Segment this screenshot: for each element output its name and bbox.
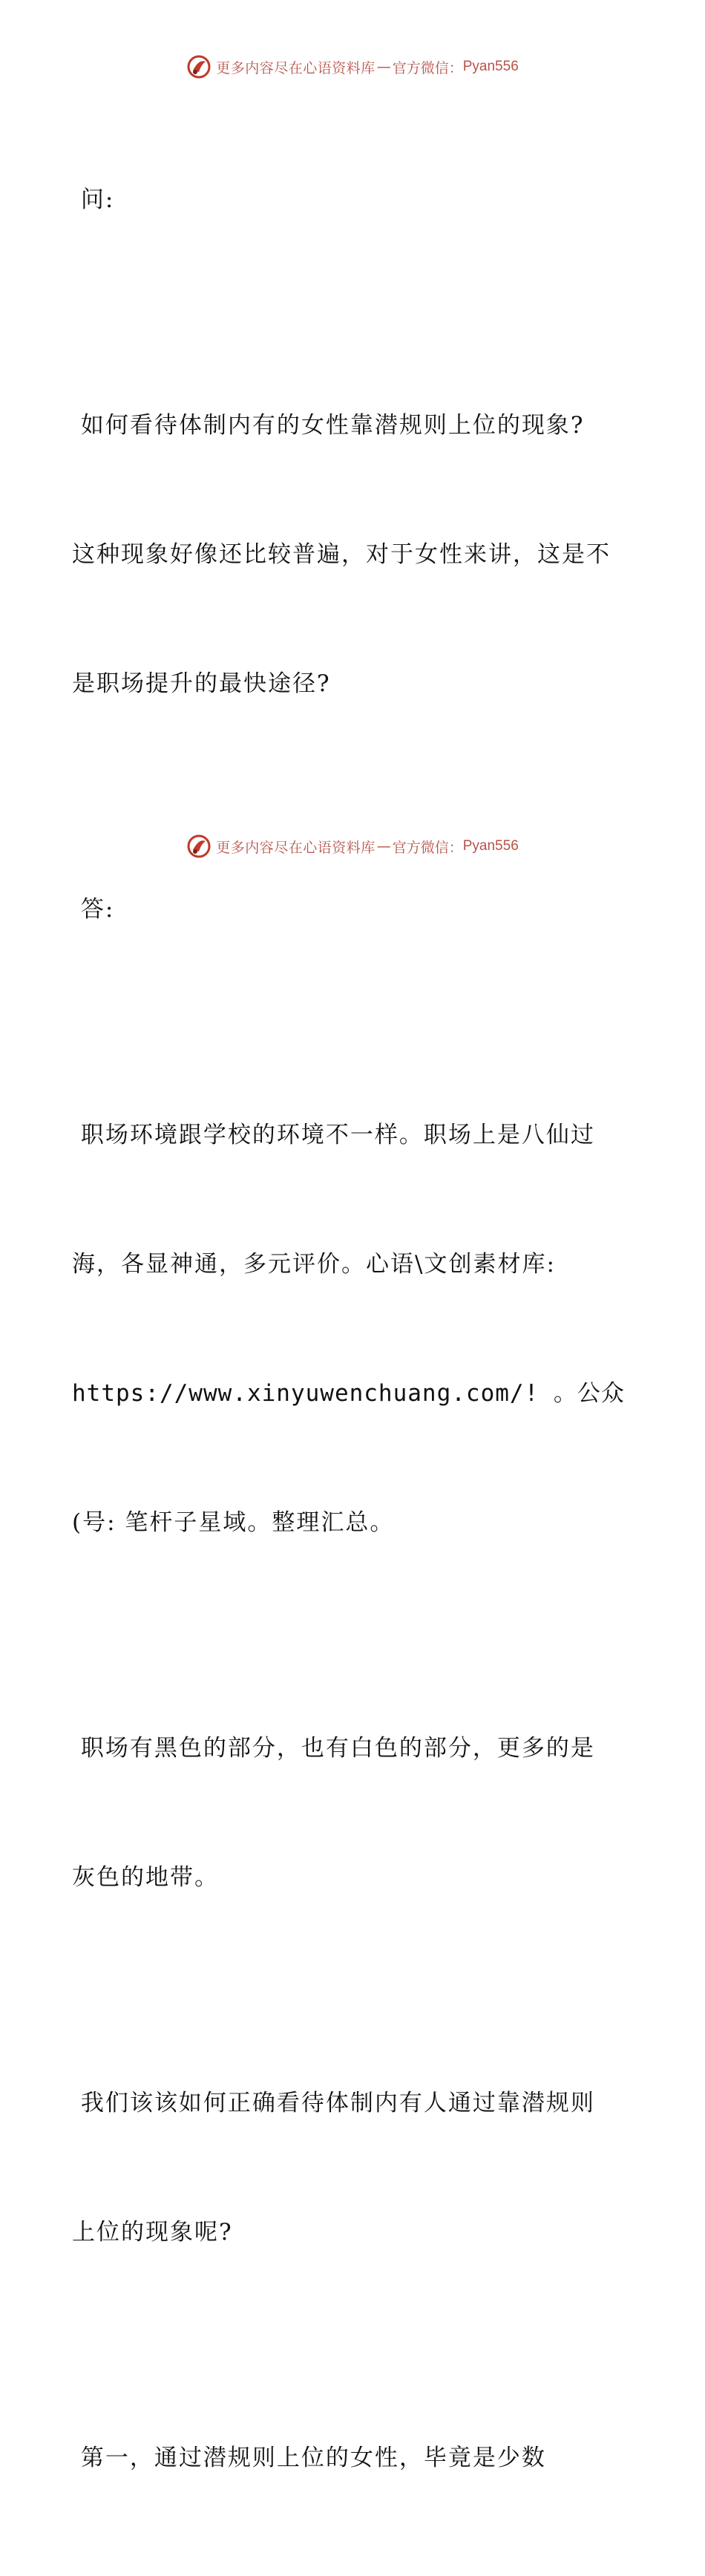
brand-logo-icon [186, 54, 212, 79]
banner-text: 更多内容尽在心语资料库 [216, 59, 376, 76]
paragraph-line: 职场有黑色的部分，也有白色的部分，更多的是 [72, 1735, 595, 1762]
answer-paragraph-2 [72, 1641, 636, 1985]
answer-paragraph-3 [72, 1995, 636, 2340]
paragraph-line: 这种现象好像还比较普遍，对于女性来讲，这是不 [72, 541, 611, 568]
brand-logo-icon [186, 834, 212, 859]
paragraph-line: 我们该该如何正确看待体制内有人通过靠潜规则 [72, 2090, 595, 2116]
answer-label-text: 答: [72, 896, 115, 923]
banner-separator: — [376, 59, 391, 75]
question-paragraph [72, 318, 636, 791]
paragraph-line: 上位的现象呢? [72, 2219, 233, 2246]
paragraph-line: 海，各显神通，多元评价。心语\文创素材库: [72, 1251, 556, 1278]
paragraph-line-url: https://www.xinyuwenchuang.com/! 。公众 [72, 1380, 625, 1407]
question-label [72, 92, 636, 307]
banner-wechat-id: Pyan556 [462, 59, 519, 74]
question-label-text: 问: [72, 186, 115, 213]
paragraph-line: 灰色的地带。 [72, 1864, 219, 1891]
banner-text: 更多内容尽在心语资料库 [216, 839, 376, 856]
paragraph-line: (号: 笔杆子星域。整理汇总。 [72, 1509, 395, 1536]
answer-paragraph-1 [72, 1027, 636, 1630]
banner-separator: — [376, 838, 391, 854]
banner-wechat-label: 官方微信： [392, 59, 463, 76]
paragraph-line: 第一，通过潜规则上位的女性，毕竟是少数 [72, 2445, 546, 2471]
banner-wechat-id: Pyan556 [462, 838, 519, 854]
paragraph-line: 职场环境跟学校的环境不一样。职场上是八仙过 [72, 1122, 595, 1148]
banner-wechat-label: 官方微信： [392, 839, 463, 856]
footer-banner [0, 831, 705, 861]
paragraph-line: 是职场提升的最快途径? [72, 670, 331, 697]
answer-paragraph-4 [72, 2350, 636, 2566]
header-banner [0, 52, 705, 82]
paragraph-line: 如何看待体制内有的女性靠潜规则上位的现象? [72, 412, 585, 439]
document-body [72, 92, 636, 2576]
